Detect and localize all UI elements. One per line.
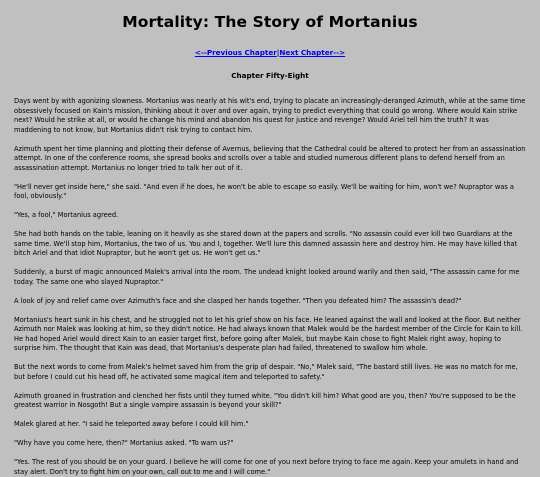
paragraph: Azimuth groaned in frustration and clenched her fists until they turned white. "You didn't kill him? What good are you, then? You're supposed to be the greatest warrior in Nosgoth! But a single vampire assassin is beyond your skill?" [14, 391, 516, 409]
chapter-navigation [14, 48, 526, 57]
paragraph: A look of joy and relief came over Azimuth's face and she clasped her hands together. "Then you defeated him? The assassin's dead?" [14, 296, 462, 305]
paragraph: Suddenly, a burst of magic announced Malek's arrival into the room. The undead knight looked around warily and then said, "The assassin came for me today. The same one who slayed Nupraptor." [14, 268, 520, 286]
paragraph: Days went by with agonizing slowness. Mortanius was nearly at his wit's end, trying to placate an increasingly-deranged Azimuth, while at the same time obsessively focused on Kain's mission, thinking about it over and over again, trying to predict everything that could go wrong. Where would Kain strike next? Would he strike at all, or would he change his mind and abandon his quest for justice and revenge? Would Ariel tell him the truth? It was maddening to not know, but Mortanius didn't risk trying to contact him. [14, 97, 526, 134]
paragraph: Mortanius's heart sunk in his chest, and he struggled not to let his grief show on his face. He leaned against the wall and looked at the floor. But neither Azimuth nor Malek was looking at him, so they didn't notice. He had always known that Malek would be the hardest member of the Circle for Kain to kill. He had hoped Ariel would direct Kain to an easier target first, before going after Malek, but maybe Kain chose to fight Malek right away, hoping to surprise him. The thought that Kain was dead, that Mortanius's desperate plan had failed, threatened to swallow him whole. [14, 315, 523, 352]
paragraph: "He'll never get inside here," she said. "And even if he does, he won't be able to escape so easily. We'll be waiting for him, won't we? Nupraptor was a fool, obviously." [14, 182, 514, 200]
paragraph: Azimuth spent her time planning and plotting their defense of Avernus, believing that the Cathedral could be altered to protect her from an assassination attempt. In one of the conference rooms, she spread books and scrolls over a table and studied numerous different plans to defend herself from an assassination attempt. Mortanius no longer tried to talk her out of it. [14, 144, 526, 172]
paragraph: "Why have you come here, then?" Mortanius asked. "To warn us?" [14, 439, 234, 447]
page [0, 13, 540, 477]
paragraph: "Yes. The rest of you should be on your guard. I believe he will come for one of you next before trying to face me again. Keep your amulets in hand and stay alert. Don't try to fight him on your own, call out to me and I will come." [14, 458, 519, 476]
previous-chapter-link[interactable]: <--Previous Chapter [194, 48, 277, 57]
page-title: Mortality: The Story of Mortanius [122, 13, 418, 31]
chapter-heading: Chapter Fifty-Eight [231, 71, 309, 80]
paragraph: "Yes, a fool," Mortanius agreed. [14, 211, 119, 219]
paragraph: She had both hands on the table, leaning on it heavily as she stared down at the papers and scrolls. "No assassin could ever kill two Guardians at the same time. We'll stop him, Mortanius, the two of us. You and I, together. We'll lure this damned assassin here and destroy him. He may have killed that bitch Ariel and that idiot Nupraptor, but he won't get us. He won't get us." [14, 230, 518, 257]
paragraph: Malek glared at her. "I said he teleported away before I could kill him." [14, 420, 249, 428]
paragraph: But the next words to come from Malek's helmet saved him from the grip of despair. "No," Malek said, "The bastard still lives. He was no match for me, but before I could cut his head off, he activated some magical item and teleported to safety." [14, 363, 518, 381]
nav-separator: | [276, 48, 280, 57]
story-text [14, 97, 526, 477]
next-chapter-link[interactable]: Next Chapter--> [279, 48, 346, 57]
